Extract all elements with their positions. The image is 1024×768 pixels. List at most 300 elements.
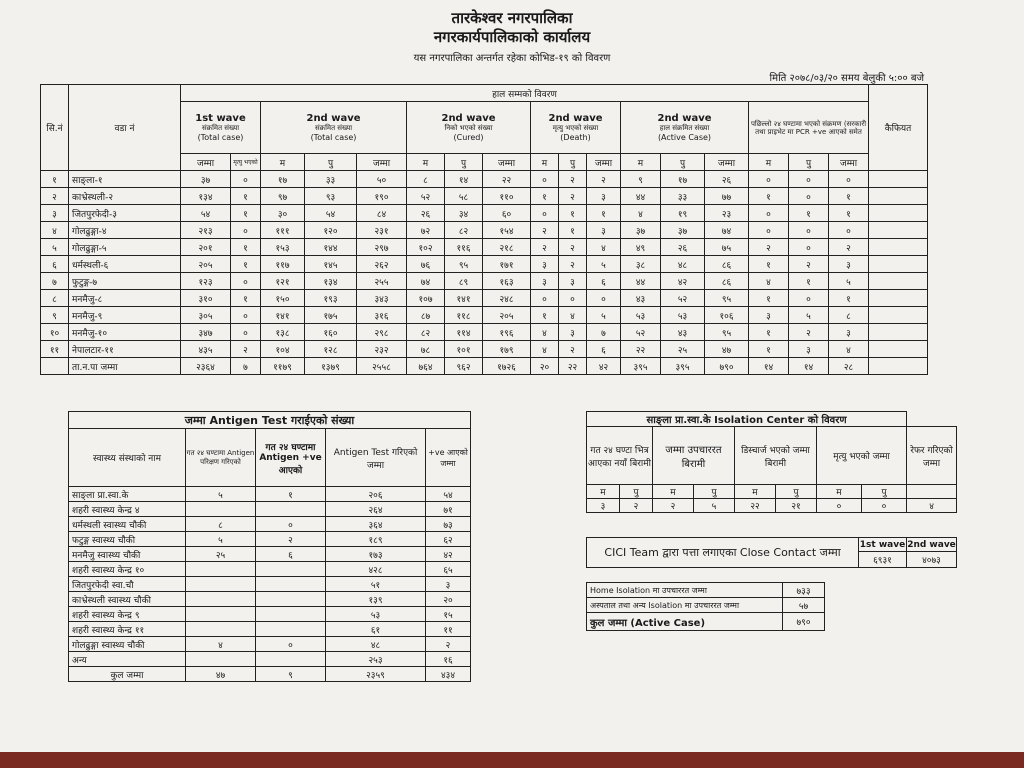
value-cell: ३७ [181, 171, 231, 188]
cici-close-contact-table [586, 537, 957, 568]
cici-2nd-wave-header: 2nd wave [907, 539, 956, 550]
value-cell: ० [231, 273, 261, 290]
isolation-value: ० [817, 499, 862, 513]
value-cell: २५५ [357, 273, 407, 290]
ward-cell: मनमैजु-८ [69, 290, 181, 307]
value-cell: ४ [587, 239, 621, 256]
value-cell: ८६ [705, 256, 749, 273]
antigen-total-value: ४३४ [426, 667, 471, 682]
value-cell: ७ [587, 324, 621, 341]
antigen-row [69, 547, 471, 562]
isolation-value: २२ [735, 499, 776, 513]
value-cell: ४२ [661, 273, 705, 290]
background-surface [0, 752, 1024, 768]
antigen-value: १३९ [326, 592, 426, 607]
value-cell: २६ [661, 239, 705, 256]
value-cell: १ [789, 205, 829, 222]
isolation-header: जम्मा उपचाररत बिरामी [653, 427, 735, 485]
antigen-row [69, 487, 471, 502]
value-cell: २ [559, 239, 587, 256]
value-cell: १७ [261, 171, 305, 188]
value-cell: ० [531, 205, 559, 222]
ward-row [41, 256, 928, 273]
value-cell: ० [789, 239, 829, 256]
value-cell: २०५ [483, 307, 531, 324]
total-cell: १३७९ [305, 358, 357, 375]
value-cell: ४४ [621, 188, 661, 205]
total-cell: २५५८ [357, 358, 407, 375]
value-cell: १ [231, 256, 261, 273]
facility-name: मनमैजु स्वास्थ्य चौकी [69, 547, 186, 562]
total-cell: ३९५ [621, 358, 661, 375]
value-cell: ३४ [445, 205, 483, 222]
antigen-value: २०६ [326, 487, 426, 502]
facility-name: अन्य [69, 652, 186, 667]
iso-sub: म [817, 485, 862, 499]
value-cell: ६ [587, 341, 621, 358]
antigen-value [256, 577, 326, 592]
value-cell: ५४ [305, 205, 357, 222]
sn-cell: १० [41, 324, 69, 341]
ward-row [41, 188, 928, 205]
antigen-value: १ [256, 487, 326, 502]
value-cell: ४८ [661, 256, 705, 273]
isolation-title: साङ्ला प्रा.स्वा.के Isolation Center को विवरण [587, 412, 907, 427]
value-cell: १३४ [305, 273, 357, 290]
antigen-value: ४ [186, 637, 256, 652]
ward-covid-table [40, 84, 928, 375]
value-cell: ५८ [445, 188, 483, 205]
value-cell: २ [587, 171, 621, 188]
antigen-row [69, 577, 471, 592]
total-cell: ४२ [587, 358, 621, 375]
doc-date: मिति २०७८/०३/२० समय बेलुकी ५:०० बजे [769, 73, 924, 84]
ward-cell: मनमैजु-१० [69, 324, 181, 341]
sub-header: जम्मा [587, 154, 621, 171]
value-cell: ० [231, 307, 261, 324]
total-cell: १७२६ [483, 358, 531, 375]
value-cell: १ [559, 222, 587, 239]
value-cell: १४१ [261, 307, 305, 324]
sn-cell: १ [41, 171, 69, 188]
isolation-header: रेफर गरिएको जम्मा [907, 427, 957, 485]
iso-sub: म [653, 485, 694, 499]
facility-name: शहरी स्वास्थ्य केन्द्र ११ [69, 622, 186, 637]
antigen-value: ५४ [426, 487, 471, 502]
value-cell: ८४ [357, 205, 407, 222]
value-cell: ११७ [261, 256, 305, 273]
value-cell: १९ [661, 205, 705, 222]
antigen-value: २६४ [326, 502, 426, 517]
value-cell: १९३ [305, 290, 357, 307]
value-cell: ३ [829, 324, 869, 341]
value-cell: २२ [483, 171, 531, 188]
value-cell: २ [789, 256, 829, 273]
value-cell: ६० [483, 205, 531, 222]
value-cell: १९० [357, 188, 407, 205]
remarks-cell [869, 358, 928, 375]
antigen-value [186, 607, 256, 622]
value-cell: २३ [705, 205, 749, 222]
value-cell: ४४ [621, 273, 661, 290]
value-cell: ५० [357, 171, 407, 188]
antigen-value [256, 607, 326, 622]
doc-title: तारकेश्वर नगरपालिका [451, 9, 573, 27]
value-cell: ४९ [621, 239, 661, 256]
value-cell: ८ [407, 171, 445, 188]
remarks-cell [869, 222, 928, 239]
total-cell: २० [531, 358, 559, 375]
antigen-value: २५३ [326, 652, 426, 667]
value-cell: २१३ [181, 222, 231, 239]
value-cell: ४३५ [181, 341, 231, 358]
value-cell: १०७ [407, 290, 445, 307]
antigen-value [186, 562, 256, 577]
antigen-value: ० [256, 517, 326, 532]
active-label: कुल जम्मा (Active Case) [587, 613, 783, 631]
value-cell: ८२ [445, 222, 483, 239]
value-cell: ११६ [445, 239, 483, 256]
value-cell: ३४७ [181, 324, 231, 341]
value-cell: २ [559, 341, 587, 358]
value-cell: १२३ [181, 273, 231, 290]
iso-sub: पु [620, 485, 653, 499]
value-cell: ७७ [705, 188, 749, 205]
value-cell: ० [749, 222, 789, 239]
value-cell: ३ [829, 256, 869, 273]
value-cell: १ [829, 205, 869, 222]
antigen-total-value: २३५९ [326, 667, 426, 682]
antigen-value: ४२८ [326, 562, 426, 577]
value-cell: २६२ [357, 256, 407, 273]
value-cell: २ [231, 341, 261, 358]
value-cell: ४ [559, 307, 587, 324]
value-cell: ० [531, 171, 559, 188]
group-2nd-wave-active: 2nd wave हाल संक्रमित संख्या (Active Case) [621, 102, 749, 154]
value-cell: ४ [749, 273, 789, 290]
value-cell: ५२ [407, 188, 445, 205]
ward-row [41, 222, 928, 239]
value-cell: १ [531, 188, 559, 205]
antigen-value: ७१ [426, 502, 471, 517]
total-blank [41, 358, 69, 375]
value-cell: ९५ [705, 290, 749, 307]
antigen-value: ६२ [426, 532, 471, 547]
iso-sub: म [587, 485, 620, 499]
facility-name: गोलढुङ्गा स्वास्थ्य चौकी [69, 637, 186, 652]
value-cell: ० [749, 171, 789, 188]
value-cell: १ [587, 205, 621, 222]
value-cell: ५४ [181, 205, 231, 222]
antigen-value: ४८ [326, 637, 426, 652]
value-cell: ० [829, 222, 869, 239]
total-cell: २८ [829, 358, 869, 375]
isolation-header: डिस्चार्ज भएको जम्मा बिरामी [735, 427, 817, 485]
value-cell: १ [749, 324, 789, 341]
antigen-row [69, 532, 471, 547]
remarks-cell [869, 188, 928, 205]
cici-1st-wave-value: ६९३१ [859, 552, 907, 568]
section-title: हाल सम्मको विवरण [181, 85, 869, 102]
value-cell: ० [231, 324, 261, 341]
iso-sub: म [735, 485, 776, 499]
active-case-table [586, 582, 825, 631]
total-cell: ९६२ [445, 358, 483, 375]
sub-header: पु [445, 154, 483, 171]
ward-row [41, 307, 928, 324]
remarks-cell [869, 256, 928, 273]
active-row [587, 598, 825, 613]
antigen-row [69, 502, 471, 517]
total-cell: ३९५ [661, 358, 705, 375]
sub-header: जम्मा [705, 154, 749, 171]
value-cell: ८७ [407, 307, 445, 324]
antigen-value [256, 652, 326, 667]
antigen-value [186, 502, 256, 517]
ward-header: वडा नं [69, 85, 181, 171]
value-cell: १ [531, 307, 559, 324]
sub-header: म [261, 154, 305, 171]
isolation-value: ४ [907, 499, 957, 513]
antigen-value: ११ [426, 622, 471, 637]
facility-name: धर्मस्थली स्वास्थ्य चौकी [69, 517, 186, 532]
antigen-row [69, 592, 471, 607]
value-cell: १ [749, 188, 789, 205]
value-cell: ७६ [407, 256, 445, 273]
value-cell: ५२ [621, 324, 661, 341]
value-cell: १४४ [305, 239, 357, 256]
remarks-header: कैफियत [869, 85, 928, 171]
value-cell: २ [789, 324, 829, 341]
value-cell: ७४ [407, 273, 445, 290]
antigen-value [256, 592, 326, 607]
total-cell: ७ [231, 358, 261, 375]
sub-header: पु [559, 154, 587, 171]
value-cell: १९६ [483, 324, 531, 341]
antigen-title: जम्मा Antigen Test गराईएको संख्या [69, 412, 471, 429]
antigen-value: ६५ [426, 562, 471, 577]
value-cell: ८९ [445, 273, 483, 290]
antigen-value: ३६४ [326, 517, 426, 532]
antigen-value: ५३ [326, 607, 426, 622]
value-cell: १५० [261, 290, 305, 307]
total-label: ता.न.पा जम्मा [69, 358, 181, 375]
value-cell: १ [231, 239, 261, 256]
value-cell: १ [749, 256, 789, 273]
total-cell: १४ [789, 358, 829, 375]
facility-name: शहरी स्वास्थ्य केन्द्र ४ [69, 502, 186, 517]
antigen-total-label: कुल जम्मा [69, 667, 186, 682]
value-cell: ३ [559, 324, 587, 341]
value-cell: १ [829, 290, 869, 307]
value-cell: ३८ [621, 256, 661, 273]
value-cell: ८२ [407, 324, 445, 341]
value-cell: ९३ [305, 188, 357, 205]
value-cell: ३ [531, 256, 559, 273]
value-cell: ४ [531, 341, 559, 358]
value-cell: ० [231, 222, 261, 239]
group-2nd-wave-cured: 2nd wave निको भएको संख्या (Cured) [407, 102, 531, 154]
value-cell: ७८ [407, 341, 445, 358]
group-2nd-wave-death: 2nd wave मृत्यु भएको संख्या (Death) [531, 102, 621, 154]
antigen-header: +ve आएको जम्मा [426, 429, 471, 487]
sub-header: मृत्यु भएको [231, 154, 261, 171]
value-cell: ३१६ [357, 307, 407, 324]
value-cell: ३ [789, 341, 829, 358]
sub-header: पु [661, 154, 705, 171]
group-last-24h: पछिल्लो २४ घण्टामा भएको संक्रमण (सरकारी तथा प्राइभेट मा PCR +ve आएको समेत [749, 102, 869, 154]
sub-header: जम्मा [181, 154, 231, 171]
value-cell: १७ [661, 171, 705, 188]
value-cell: १ [749, 341, 789, 358]
active-label: अस्पताल तथा अन्य Isolation मा उपचाररत जम्मा [587, 598, 783, 613]
value-cell: ३ [749, 307, 789, 324]
antigen-value: ६१ [326, 622, 426, 637]
value-cell: १२८ [305, 341, 357, 358]
antigen-row [69, 517, 471, 532]
antigen-total-value: ४७ [186, 667, 256, 682]
sn-cell: ९ [41, 307, 69, 324]
value-cell: ५३ [621, 307, 661, 324]
total-cell: २२ [559, 358, 587, 375]
sn-header: सि.नं [41, 85, 69, 171]
active-value: ७३३ [783, 583, 825, 598]
ward-cell: नेपालटार-११ [69, 341, 181, 358]
total-cell: ११७९ [261, 358, 305, 375]
value-cell: २ [559, 188, 587, 205]
remarks-cell [869, 324, 928, 341]
ward-row [41, 341, 928, 358]
value-cell: १ [231, 290, 261, 307]
value-cell: १ [789, 273, 829, 290]
cici-label: CICI Team द्वारा पत्ता लगाएका Close Contact जम्मा [587, 538, 859, 568]
facility-name: शहरी स्वास्थ्य केन्द्र १० [69, 562, 186, 577]
value-cell: ४ [829, 341, 869, 358]
antigen-value: २० [426, 592, 471, 607]
value-cell: ७५ [705, 239, 749, 256]
value-cell: २ [531, 239, 559, 256]
antigen-value: १६ [426, 652, 471, 667]
antigen-row [69, 562, 471, 577]
value-cell: १ [829, 188, 869, 205]
antigen-row [69, 622, 471, 637]
value-cell: १४१ [445, 290, 483, 307]
antigen-value: २ [426, 637, 471, 652]
facility-name: शहरी स्वास्थ्य केन्द्र ९ [69, 607, 186, 622]
value-cell: ५ [829, 273, 869, 290]
sub-header: जम्मा [483, 154, 531, 171]
ward-cell: फुटुङ्ग-७ [69, 273, 181, 290]
value-cell: ० [531, 290, 559, 307]
value-cell: ४ [531, 324, 559, 341]
value-cell: ३७ [621, 222, 661, 239]
facility-name: फटुङ्ग स्वास्थ्य चौकी [69, 532, 186, 547]
value-cell: ५२ [661, 290, 705, 307]
value-cell: ११८ [445, 307, 483, 324]
value-cell: ३१० [181, 290, 231, 307]
value-cell: १२० [305, 222, 357, 239]
antigen-value: ० [256, 637, 326, 652]
antigen-value: २५ [186, 547, 256, 562]
value-cell: ० [789, 290, 829, 307]
ward-cell: मनमैजु-९ [69, 307, 181, 324]
sub-header: पु [789, 154, 829, 171]
total-cell: ७९० [705, 358, 749, 375]
facility-name: साङ्ला प्रा.स्वा.के [69, 487, 186, 502]
active-label: Home Isolation मा उपचाररत जम्मा [587, 583, 783, 598]
antigen-header: गत २४ घण्टामा Antigen +ve आएको [256, 429, 326, 487]
sn-cell: ५ [41, 239, 69, 256]
ward-cell: काभ्रेस्थली-२ [69, 188, 181, 205]
value-cell: १०२ [407, 239, 445, 256]
value-cell: ९५ [445, 256, 483, 273]
value-cell: ० [587, 290, 621, 307]
active-row [587, 583, 825, 598]
ward-cell: साङ्ला-१ [69, 171, 181, 188]
remarks-cell [869, 205, 928, 222]
value-cell: ३३ [661, 188, 705, 205]
value-cell: ९ [621, 171, 661, 188]
value-cell: १६३ [483, 273, 531, 290]
remarks-cell [869, 239, 928, 256]
ward-cell: धर्मस्थली-६ [69, 256, 181, 273]
facility-name: काभ्रेस्थली स्वास्थ्य चौकी [69, 592, 186, 607]
value-cell: १६० [305, 324, 357, 341]
isolation-value: २ [620, 499, 653, 513]
sub-header: म [407, 154, 445, 171]
remarks-cell [869, 307, 928, 324]
sub-header: पु [305, 154, 357, 171]
value-cell: ९५ [705, 324, 749, 341]
value-cell: १ [559, 205, 587, 222]
value-cell: १७१ [483, 256, 531, 273]
remarks-cell [869, 341, 928, 358]
antigen-value [186, 652, 256, 667]
antigen-value [256, 502, 326, 517]
value-cell: ४३ [661, 324, 705, 341]
cici-2nd-wave-value: ४०७३ [907, 552, 957, 568]
ward-row [41, 205, 928, 222]
group-1st-wave: 1st wave संक्रमित संख्या (Total case) [181, 102, 261, 154]
ward-cell: जितपुरफेदी-३ [69, 205, 181, 222]
value-cell: ४ [621, 205, 661, 222]
iso-sub: पु [776, 485, 817, 499]
remarks-cell [869, 290, 928, 307]
value-cell: ० [749, 205, 789, 222]
sn-cell: २ [41, 188, 69, 205]
value-cell: १११ [261, 222, 305, 239]
value-cell: ८ [829, 307, 869, 324]
value-cell: ७४ [705, 222, 749, 239]
value-cell: २६ [407, 205, 445, 222]
value-cell: १ [231, 188, 261, 205]
total-cell: ७६४ [407, 358, 445, 375]
antigen-value: ८ [186, 517, 256, 532]
antigen-value [256, 622, 326, 637]
value-cell: ० [789, 222, 829, 239]
value-cell: १३८ [261, 324, 305, 341]
antigen-header: स्वास्थ्य संस्थाको नाम [69, 429, 186, 487]
value-cell: ३ [531, 273, 559, 290]
antigen-header: गत २४ घण्टामा Antigen परिक्षण गरिएको [186, 429, 256, 487]
sub-header: म [621, 154, 661, 171]
ward-cell: गोलढुङ्गा-५ [69, 239, 181, 256]
value-cell: ५३ [661, 307, 705, 324]
antigen-value [186, 592, 256, 607]
antigen-value: ५ [186, 532, 256, 547]
active-value: ५७ [783, 598, 825, 613]
value-cell: ५ [587, 256, 621, 273]
